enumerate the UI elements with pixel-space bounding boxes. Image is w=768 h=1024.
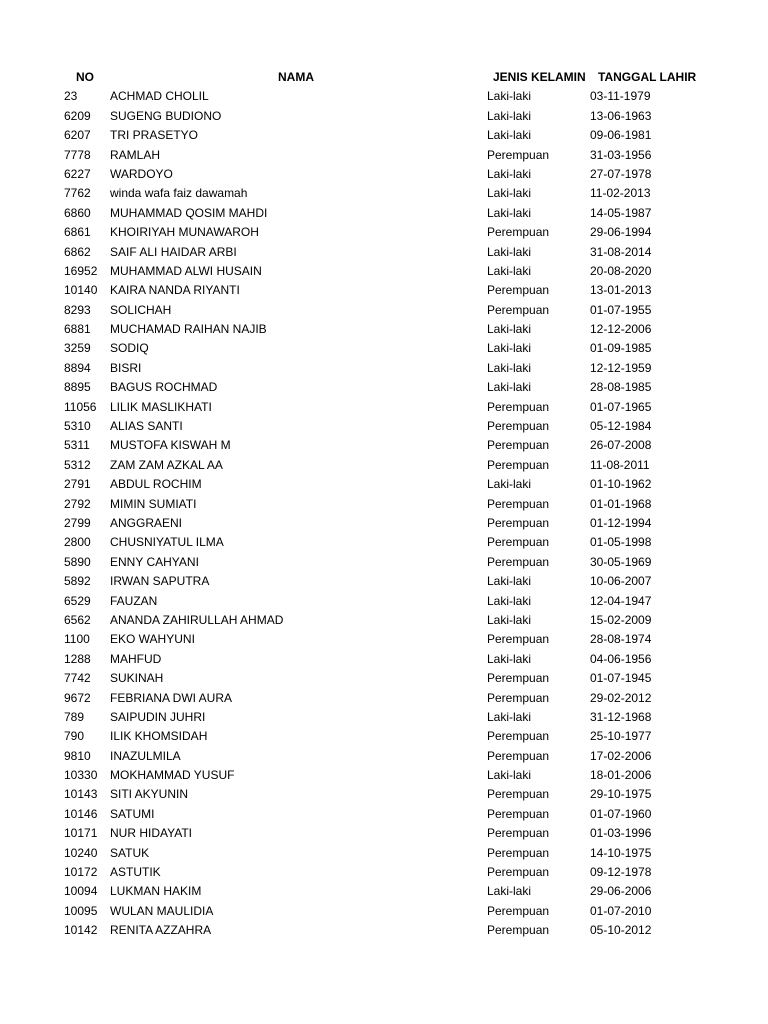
header-jenis-kelamin: JENIS KELAMIN: [493, 70, 586, 84]
cell-nama: winda wafa faiz dawamah: [110, 186, 248, 201]
cell-tanggal-lahir: 05-10-2012: [590, 923, 652, 938]
cell-no: 8895: [64, 380, 91, 395]
cell-no: 10330: [64, 768, 98, 783]
cell-jenis-kelamin: Perempuan: [487, 302, 550, 317]
table-row: [0, 475, 768, 494]
cell-tanggal-lahir: 28-08-1974: [590, 632, 652, 647]
cell-tanggal-lahir: 14-05-1987: [590, 205, 652, 220]
cell-nama: MOKHAMMAD YUSUF: [110, 768, 235, 783]
cell-nama: SUGENG BUDIONO: [110, 108, 222, 123]
cell-no: 1288: [64, 651, 91, 666]
cell-nama: BISRI: [110, 360, 142, 375]
cell-jenis-kelamin: Perempuan: [487, 903, 550, 918]
cell-tanggal-lahir: 01-07-1945: [590, 671, 652, 686]
cell-no: 10172: [64, 865, 98, 880]
cell-nama: RENITA AZZAHRA: [110, 923, 212, 938]
table-row: [0, 436, 768, 455]
cell-tanggal-lahir: 20-08-2020: [590, 263, 652, 278]
cell-no: 8293: [64, 302, 91, 317]
cell-jenis-kelamin: Perempuan: [487, 826, 550, 841]
cell-nama: SITI AKYUNIN: [110, 787, 189, 802]
cell-no: 3259: [64, 341, 91, 356]
cell-nama: WARDOYO: [110, 166, 173, 181]
cell-no: 6227: [64, 166, 91, 181]
cell-tanggal-lahir: 25-10-1977: [590, 729, 652, 744]
cell-nama: KAIRA NANDA RIYANTI: [110, 283, 240, 298]
cell-no: 10142: [64, 923, 98, 938]
table-row: [0, 708, 768, 727]
cell-jenis-kelamin: Perempuan: [487, 671, 550, 686]
cell-no: 10146: [64, 806, 98, 821]
cell-no: 10140: [64, 283, 98, 298]
cell-tanggal-lahir: 01-10-1962: [590, 477, 652, 492]
cell-jenis-kelamin: Laki-laki: [487, 593, 532, 608]
cell-no: 10143: [64, 787, 98, 802]
cell-nama: MUCHAMAD RAIHAN NAJIB: [110, 322, 267, 337]
cell-no: 6862: [64, 244, 91, 259]
cell-tanggal-lahir: 29-02-2012: [590, 690, 652, 705]
cell-jenis-kelamin: Perempuan: [487, 923, 550, 938]
cell-tanggal-lahir: 13-01-2013: [590, 283, 652, 298]
table-row: [0, 747, 768, 766]
cell-tanggal-lahir: 28-08-1985: [590, 380, 652, 395]
cell-jenis-kelamin: Laki-laki: [487, 341, 532, 356]
cell-nama: ACHMAD CHOLIL: [110, 89, 209, 104]
cell-jenis-kelamin: Laki-laki: [487, 128, 532, 143]
cell-jenis-kelamin: Perempuan: [487, 438, 550, 453]
cell-no: 2799: [64, 515, 91, 530]
cell-nama: SAIF ALI HAIDAR ARBI: [110, 244, 237, 259]
cell-jenis-kelamin: Laki-laki: [487, 263, 532, 278]
cell-jenis-kelamin: Laki-laki: [487, 884, 532, 899]
cell-nama: LILIK MASLIKHATI: [110, 399, 212, 414]
cell-jenis-kelamin: Perempuan: [487, 554, 550, 569]
cell-tanggal-lahir: 01-09-1985: [590, 341, 652, 356]
cell-nama: INAZULMILA: [110, 748, 181, 763]
table-row: [0, 495, 768, 514]
cell-no: 9672: [64, 690, 91, 705]
cell-nama: IRWAN SAPUTRA: [110, 574, 210, 589]
cell-no: 6209: [64, 108, 91, 123]
cell-nama: NUR HIDAYATI: [110, 826, 193, 841]
table-row: [0, 669, 768, 688]
cell-nama: ILIK KHOMSIDAH: [110, 729, 208, 744]
table-row: [0, 689, 768, 708]
table-row: [0, 339, 768, 358]
cell-nama: ANGGRAENI: [110, 515, 183, 530]
cell-no: 10095: [64, 903, 98, 918]
cell-no: 6529: [64, 593, 91, 608]
table-row: [0, 572, 768, 591]
cell-no: 5311: [64, 438, 90, 453]
cell-tanggal-lahir: 26-07-2008: [590, 438, 652, 453]
cell-no: 23: [64, 89, 78, 104]
table-row: [0, 126, 768, 145]
cell-jenis-kelamin: Laki-laki: [487, 380, 532, 395]
cell-no: 6860: [64, 205, 91, 220]
cell-nama: SATUMI: [110, 806, 155, 821]
table-row: [0, 301, 768, 320]
cell-nama: LUKMAN HAKIM: [110, 884, 202, 899]
cell-nama: SODIQ: [110, 341, 149, 356]
cell-no: 790: [64, 729, 85, 744]
cell-tanggal-lahir: 12-12-2006: [590, 322, 652, 337]
cell-jenis-kelamin: Laki-laki: [487, 768, 532, 783]
cell-no: 6881: [64, 322, 91, 337]
cell-jenis-kelamin: Perempuan: [487, 283, 550, 298]
table-row: [0, 863, 768, 882]
table-row: [0, 630, 768, 649]
cell-jenis-kelamin: Laki-laki: [487, 651, 532, 666]
cell-jenis-kelamin: Perempuan: [487, 457, 550, 472]
cell-nama: ENNY CAHYANI: [110, 554, 199, 569]
cell-nama: ANANDA ZAHIRULLAH AHMAD: [110, 612, 284, 627]
cell-nama: MAHFUD: [110, 651, 162, 666]
cell-no: 2791: [64, 477, 91, 492]
header-nama: NAMA: [278, 70, 314, 84]
table-row: [0, 281, 768, 300]
cell-no: 10171: [64, 826, 98, 841]
cell-nama: TRI PRASETYO: [110, 128, 199, 143]
cell-no: 5310: [64, 419, 91, 434]
table-row: [0, 533, 768, 552]
header-tanggal-lahir: TANGGAL LAHIR: [598, 70, 697, 84]
table-row: [0, 611, 768, 630]
table-row: [0, 824, 768, 843]
cell-tanggal-lahir: 27-07-1978: [590, 166, 652, 181]
cell-nama: ZAM ZAM AZKAL AA: [110, 457, 223, 472]
cell-jenis-kelamin: Laki-laki: [487, 612, 532, 627]
cell-no: 2800: [64, 535, 91, 550]
cell-nama: MIMIN SUMIATI: [110, 496, 197, 511]
header-no: NO: [76, 70, 94, 84]
cell-jenis-kelamin: Perempuan: [487, 147, 550, 162]
cell-tanggal-lahir: 03-11-1979: [590, 89, 651, 104]
cell-tanggal-lahir: 29-10-1975: [590, 787, 652, 802]
cell-jenis-kelamin: Laki-laki: [487, 89, 532, 104]
cell-no: 5312: [64, 457, 91, 472]
table-row: [0, 727, 768, 746]
cell-nama: MUHAMMAD QOSIM MAHDI: [110, 205, 268, 220]
table-row: [0, 514, 768, 533]
cell-tanggal-lahir: 01-07-1955: [590, 302, 652, 317]
table-row: [0, 204, 768, 223]
table-row: [0, 262, 768, 281]
cell-jenis-kelamin: Perempuan: [487, 225, 550, 240]
cell-nama: MUHAMMAD ALWI HUSAIN: [110, 263, 262, 278]
cell-no: 7762: [64, 186, 91, 201]
cell-no: 7742: [64, 671, 91, 686]
table-row: [0, 882, 768, 901]
cell-jenis-kelamin: Perempuan: [487, 632, 550, 647]
cell-nama: SUKINAH: [110, 671, 164, 686]
table-row: [0, 165, 768, 184]
cell-jenis-kelamin: Perempuan: [487, 419, 550, 434]
table-row: [0, 243, 768, 262]
cell-nama: BAGUS ROCHMAD: [110, 380, 218, 395]
table-row: [0, 456, 768, 475]
cell-jenis-kelamin: Perempuan: [487, 535, 550, 550]
cell-nama: RAMLAH: [110, 147, 161, 162]
cell-nama: MUSTOFA KISWAH M: [110, 438, 231, 453]
cell-jenis-kelamin: Laki-laki: [487, 574, 532, 589]
cell-tanggal-lahir: 09-12-1978: [590, 865, 652, 880]
cell-tanggal-lahir: 01-07-2010: [590, 903, 652, 918]
table-row: [0, 553, 768, 572]
cell-tanggal-lahir: 11-02-2013: [590, 186, 651, 201]
cell-jenis-kelamin: Perempuan: [487, 515, 550, 530]
cell-jenis-kelamin: Perempuan: [487, 865, 550, 880]
cell-jenis-kelamin: Laki-laki: [487, 477, 532, 492]
cell-tanggal-lahir: 04-06-1956: [590, 651, 652, 666]
cell-jenis-kelamin: Perempuan: [487, 845, 550, 860]
cell-tanggal-lahir: 11-08-2011: [590, 457, 650, 472]
cell-no: 9810: [64, 748, 91, 763]
cell-no: 7778: [64, 147, 91, 162]
cell-jenis-kelamin: Perempuan: [487, 399, 550, 414]
cell-nama: CHUSNIYATUL ILMA: [110, 535, 224, 550]
cell-tanggal-lahir: 12-12-1959: [590, 360, 652, 375]
cell-tanggal-lahir: 10-06-2007: [590, 574, 652, 589]
cell-nama: SATUK: [110, 845, 150, 860]
cell-nama: WULAN MAULIDIA: [110, 903, 214, 918]
cell-tanggal-lahir: 31-12-1968: [590, 709, 652, 724]
cell-tanggal-lahir: 31-08-2014: [590, 244, 652, 259]
cell-nama: SAIPUDIN JUHRI: [110, 709, 206, 724]
cell-nama: ALIAS SANTI: [110, 419, 183, 434]
table-row: [0, 417, 768, 436]
cell-tanggal-lahir: 01-01-1968: [590, 496, 652, 511]
cell-no: 1100: [64, 632, 90, 647]
cell-nama: EKO WAHYUNI: [110, 632, 195, 647]
cell-jenis-kelamin: Laki-laki: [487, 244, 532, 259]
cell-tanggal-lahir: 13-06-1963: [590, 108, 652, 123]
cell-jenis-kelamin: Laki-laki: [487, 186, 532, 201]
cell-jenis-kelamin: Laki-laki: [487, 205, 532, 220]
cell-tanggal-lahir: 09-06-1981: [590, 128, 652, 143]
cell-tanggal-lahir: 17-02-2006: [590, 748, 652, 763]
cell-jenis-kelamin: Laki-laki: [487, 360, 532, 375]
table-row: [0, 320, 768, 339]
cell-no: 789: [64, 709, 85, 724]
cell-tanggal-lahir: 05-12-1984: [590, 419, 652, 434]
table-row: [0, 359, 768, 378]
cell-tanggal-lahir: 01-12-1994: [590, 515, 652, 530]
table-row: [0, 107, 768, 126]
cell-tanggal-lahir: 01-03-1996: [590, 826, 652, 841]
cell-nama: FAUZAN: [110, 593, 158, 608]
table-row: [0, 785, 768, 804]
table-body: [0, 87, 768, 940]
table-row: [0, 223, 768, 242]
cell-tanggal-lahir: 01-05-1998: [590, 535, 652, 550]
cell-jenis-kelamin: Laki-laki: [487, 108, 532, 123]
cell-jenis-kelamin: Perempuan: [487, 690, 550, 705]
table-row: [0, 805, 768, 824]
table-row: [0, 844, 768, 863]
table-row: [0, 146, 768, 165]
cell-tanggal-lahir: 12-04-1947: [590, 593, 652, 608]
cell-nama: SOLICHAH: [110, 302, 172, 317]
data-table: [0, 68, 768, 941]
cell-no: 6562: [64, 612, 91, 627]
cell-jenis-kelamin: Perempuan: [487, 806, 550, 821]
cell-nama: ASTUTIK: [110, 865, 161, 880]
table-row: [0, 184, 768, 203]
cell-tanggal-lahir: 14-10-1975: [590, 845, 652, 860]
cell-no: 6861: [64, 225, 91, 240]
cell-tanggal-lahir: 01-07-1965: [590, 399, 652, 414]
table-row: [0, 766, 768, 785]
cell-no: 6207: [64, 128, 91, 143]
cell-no: 11056: [64, 399, 97, 414]
cell-tanggal-lahir: 31-03-1956: [590, 147, 652, 162]
cell-nama: KHOIRIYAH MUNAWAROH: [110, 225, 259, 240]
table-row: [0, 398, 768, 417]
cell-nama: ABDUL ROCHIM: [110, 477, 202, 492]
cell-jenis-kelamin: Perempuan: [487, 787, 550, 802]
table-row: [0, 592, 768, 611]
cell-no: 10240: [64, 845, 98, 860]
table-header-row: [0, 68, 768, 87]
table-row: [0, 378, 768, 397]
cell-jenis-kelamin: Perempuan: [487, 496, 550, 511]
cell-jenis-kelamin: Laki-laki: [487, 166, 532, 181]
cell-no: 2792: [64, 496, 91, 511]
cell-no: 5892: [64, 574, 91, 589]
cell-no: 5890: [64, 554, 91, 569]
cell-jenis-kelamin: Laki-laki: [487, 709, 532, 724]
cell-no: 16952: [64, 263, 98, 278]
table-row: [0, 650, 768, 669]
cell-tanggal-lahir: 29-06-1994: [590, 225, 652, 240]
table-row: [0, 902, 768, 921]
cell-tanggal-lahir: 15-02-2009: [590, 612, 652, 627]
table-row: [0, 87, 768, 106]
cell-jenis-kelamin: Perempuan: [487, 748, 550, 763]
cell-nama: FEBRIANA DWI AURA: [110, 690, 233, 705]
cell-jenis-kelamin: Laki-laki: [487, 322, 532, 337]
cell-jenis-kelamin: Perempuan: [487, 729, 550, 744]
cell-no: 10094: [64, 884, 98, 899]
cell-tanggal-lahir: 01-07-1960: [590, 806, 652, 821]
table-row: [0, 921, 768, 940]
cell-tanggal-lahir: 18-01-2006: [590, 768, 652, 783]
cell-tanggal-lahir: 29-06-2006: [590, 884, 652, 899]
cell-no: 8894: [64, 360, 91, 375]
cell-tanggal-lahir: 30-05-1969: [590, 554, 652, 569]
